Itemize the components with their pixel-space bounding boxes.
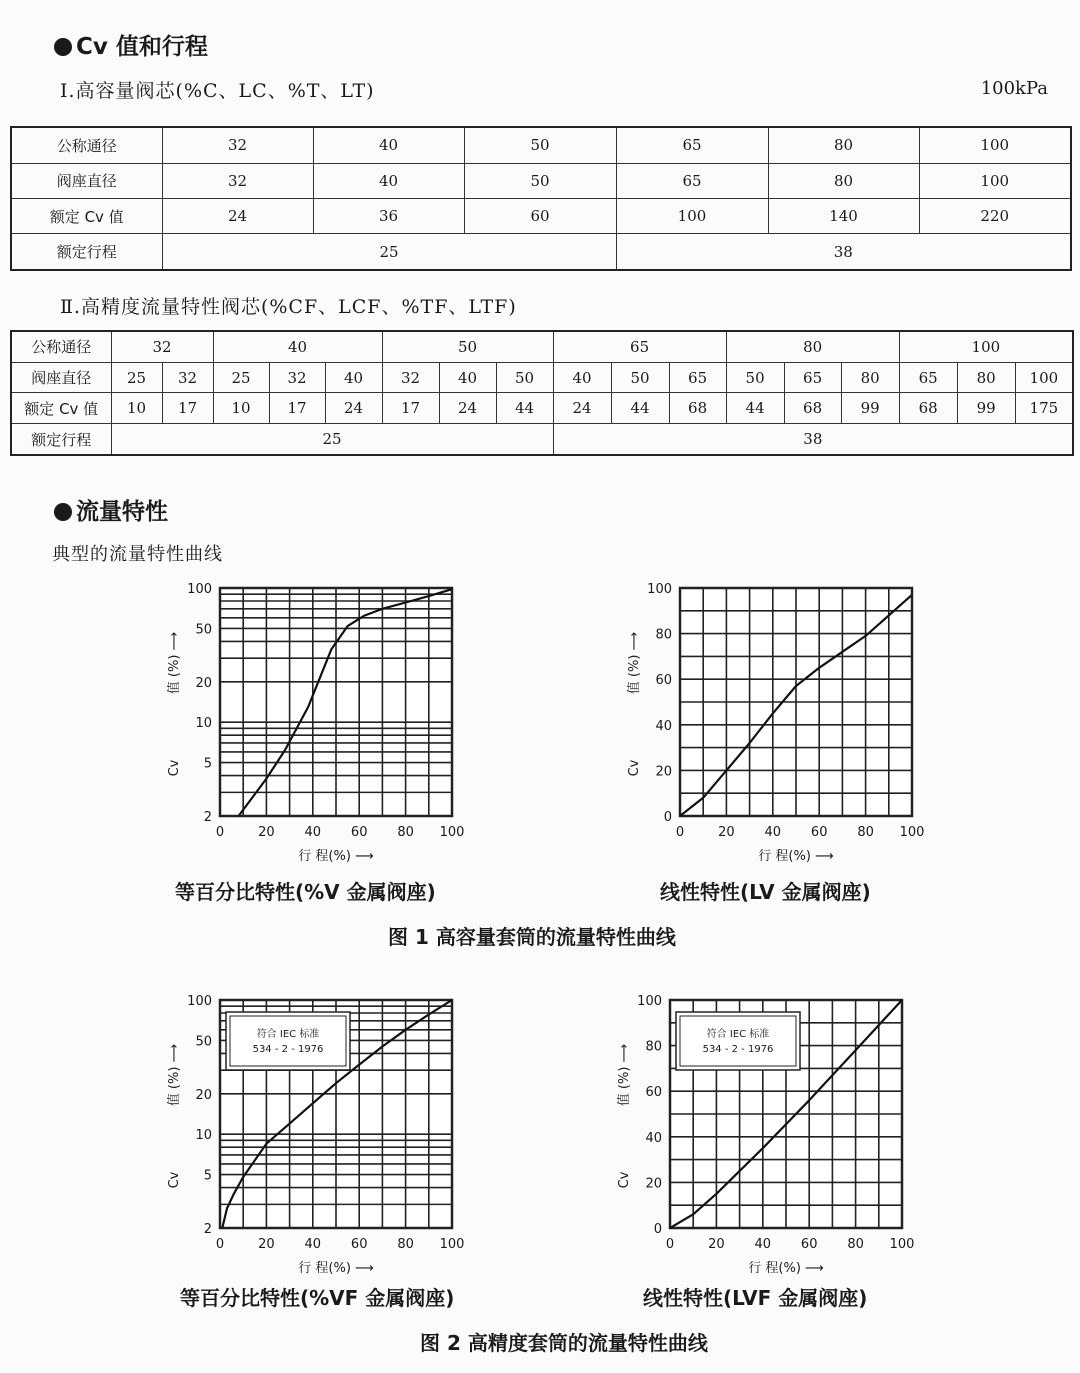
y-axis-label: 值 (%) ⟶ (167, 631, 182, 695)
table-cell: 80 (726, 331, 899, 362)
table-cell: 50 (464, 127, 616, 163)
note-text: 符合 IEC 标准 (706, 1029, 770, 1040)
x-tick-label: 100 (889, 1237, 915, 1252)
table-cell: 220 (919, 198, 1071, 233)
row-label: 公称通径 (11, 127, 162, 163)
table-cell: 40 (313, 163, 464, 198)
y-axis-label-cv: Cv (627, 759, 642, 777)
table-row (11, 198, 1071, 233)
table-cell: 99 (957, 393, 1015, 424)
table-cell: 40 (553, 362, 611, 393)
x-tick-label: 0 (215, 1237, 225, 1252)
y-tick-label: 100 (187, 994, 212, 1009)
table-row (11, 163, 1071, 198)
table1-title: Ⅰ.高容量阀芯(%C、LC、%T、LT) (60, 80, 375, 102)
row-label: 额定行程 (11, 424, 111, 455)
table-cell: 32 (269, 362, 325, 393)
table-cell: 44 (611, 393, 669, 424)
cv-section-heading: Cv 值和行程 (54, 28, 208, 61)
table-cell: 40 (325, 362, 382, 393)
table-cell: 80 (957, 362, 1015, 393)
x-tick-label: 100 (439, 825, 465, 840)
x-tick-label: 40 (304, 1237, 322, 1252)
table-cell: 80 (768, 127, 919, 163)
table-cell: 36 (313, 198, 464, 233)
table-cell: 17 (382, 393, 439, 424)
table-row (11, 362, 1073, 393)
x-tick-label: 0 (675, 825, 685, 840)
table-row (11, 331, 1073, 362)
y-tick-label: 10 (195, 716, 212, 732)
table-cell: 100 (616, 198, 768, 233)
table-cell: 24 (162, 198, 313, 233)
x-tick-label: 20 (718, 825, 735, 840)
table-cell: 50 (496, 362, 553, 393)
table-cell: 68 (784, 393, 841, 424)
y-tick-label: 40 (645, 1130, 662, 1146)
figure2-title: 图 2 高精度套筒的流量特性曲线 (420, 1331, 708, 1355)
y-axis-label: 值 (%) ⟶ (617, 1043, 632, 1107)
note-box-inner (680, 1016, 796, 1066)
table-cell: 38 (616, 234, 1071, 270)
y-tick-label: 20 (655, 764, 672, 780)
table-cell: 175 (1015, 393, 1073, 424)
x-tick-label: 20 (258, 825, 275, 840)
y-tick-label: 60 (655, 673, 672, 689)
x-tick-label: 80 (397, 1237, 414, 1252)
x-axis-label: 行 程(%) ⟶ (748, 1261, 824, 1276)
table-row (11, 127, 1071, 163)
y-tick-label: 100 (637, 994, 662, 1009)
row-label: 阀座直径 (11, 163, 162, 198)
chart-caption-3: 等百分比特性(%VF 金属阀座) (180, 1286, 455, 1310)
x-tick-label: 60 (800, 1237, 818, 1252)
table-cell: 32 (162, 127, 313, 163)
x-axis-label: 行 程(%) ⟶ (298, 849, 374, 864)
y-tick-label: 20 (195, 675, 212, 691)
table-cell: 24 (325, 393, 382, 424)
y-tick-label: 2 (203, 1222, 212, 1237)
y-tick-label: 50 (195, 1034, 212, 1050)
x-tick-label: 100 (899, 825, 925, 840)
y-tick-label: 80 (655, 627, 672, 643)
table-cell: 100 (1015, 362, 1073, 393)
pressure-label: 100kPa (980, 78, 1048, 99)
table-high-capacity (10, 126, 1072, 271)
table-cell: 65 (616, 127, 768, 163)
table2-title: Ⅱ.高精度流量特性阀芯(%CF、LCF、%TF、LTF) (60, 296, 517, 318)
flow-subheading: 典型的流量特性曲线 (52, 544, 223, 565)
note-text: 534 - 2 - 1976 (252, 1044, 324, 1055)
x-tick-label: 40 (754, 1237, 772, 1252)
y-tick-label: 40 (655, 718, 672, 734)
table-cell: 100 (899, 331, 1073, 362)
y-tick-label: 80 (645, 1039, 662, 1055)
row-label: 公称通径 (11, 331, 111, 362)
table-cell: 25 (111, 362, 162, 393)
chart-equal-percentage-vf (160, 990, 480, 1280)
chart-linear-lvf (610, 990, 930, 1280)
y-tick-label: 60 (645, 1085, 662, 1101)
table-cell: 10 (213, 393, 269, 424)
table-cell: 17 (162, 393, 213, 424)
table-cell: 24 (439, 393, 496, 424)
y-axis-label-cv: Cv (167, 759, 182, 777)
table-row (11, 424, 1073, 455)
table-cell: 32 (111, 331, 213, 362)
x-tick-label: 60 (350, 1237, 368, 1252)
table-cell: 99 (841, 393, 899, 424)
chart-caption-4: 线性特性(LVF 金属阀座) (643, 1286, 868, 1310)
bullet-icon (54, 38, 72, 56)
y-tick-label: 0 (653, 1222, 662, 1237)
x-axis-label: 行 程(%) ⟶ (758, 849, 834, 864)
table-cell: 40 (439, 362, 496, 393)
x-tick-label: 80 (857, 825, 874, 840)
x-tick-label: 20 (708, 1237, 725, 1252)
table-cell: 68 (669, 393, 726, 424)
x-tick-label: 100 (439, 1237, 465, 1252)
table-cell: 100 (919, 163, 1071, 198)
x-tick-label: 60 (810, 825, 828, 840)
bullet-icon (54, 503, 72, 521)
row-label: 额定行程 (11, 234, 162, 270)
table-cell: 68 (899, 393, 957, 424)
table-cell: 40 (213, 331, 382, 362)
table-cell: 32 (162, 163, 313, 198)
table-cell: 32 (162, 362, 213, 393)
y-tick-label: 10 (195, 1128, 212, 1144)
y-axis-label: 值 (%) ⟶ (627, 631, 642, 695)
table-cell: 80 (841, 362, 899, 393)
x-tick-label: 20 (258, 1237, 275, 1252)
y-tick-label: 2 (203, 810, 212, 825)
y-tick-label: 5 (203, 1168, 212, 1184)
y-tick-label: 100 (647, 582, 672, 597)
chart-linear-lv (620, 578, 940, 868)
y-tick-label: 5 (203, 756, 212, 772)
table-cell: 25 (162, 234, 616, 270)
table-cell: 50 (726, 362, 784, 393)
x-tick-label: 40 (304, 825, 322, 840)
table-cell: 17 (269, 393, 325, 424)
note-text: 符合 IEC 标准 (256, 1029, 320, 1040)
table-cell: 32 (382, 362, 439, 393)
table-cell: 10 (111, 393, 162, 424)
x-tick-label: 40 (764, 825, 782, 840)
table-high-precision (10, 330, 1074, 456)
y-tick-label: 100 (187, 582, 212, 597)
chart-caption-2: 线性特性(LV 金属阀座) (660, 880, 871, 904)
y-tick-label: 50 (195, 622, 212, 638)
table-cell: 65 (669, 362, 726, 393)
flow-section-heading: 流量特性 (54, 493, 168, 526)
table-cell: 100 (919, 127, 1071, 163)
table-cell: 60 (464, 198, 616, 233)
table-cell: 40 (313, 127, 464, 163)
table-row (11, 393, 1073, 424)
x-tick-label: 80 (397, 825, 414, 840)
table-cell: 65 (899, 362, 957, 393)
chart-caption-1: 等百分比特性(%V 金属阀座) (175, 880, 436, 904)
note-box-inner (230, 1016, 346, 1066)
y-axis-label-cv: Cv (167, 1171, 182, 1189)
x-tick-label: 0 (665, 1237, 675, 1252)
x-tick-label: 0 (215, 825, 225, 840)
table-cell: 44 (726, 393, 784, 424)
table-cell: 38 (553, 424, 1073, 455)
x-tick-label: 80 (847, 1237, 864, 1252)
table-cell: 44 (496, 393, 553, 424)
row-label: 阀座直径 (11, 362, 111, 393)
table-cell: 65 (553, 331, 726, 362)
row-label: 额定 Cv 值 (11, 393, 111, 424)
table-row (11, 234, 1071, 270)
y-axis-label-cv: Cv (617, 1171, 632, 1189)
table-cell: 140 (768, 198, 919, 233)
table-cell: 65 (616, 163, 768, 198)
table-cell: 50 (382, 331, 553, 362)
chart-equal-percentage-v (160, 578, 480, 868)
table-cell: 25 (111, 424, 553, 455)
y-tick-label: 0 (663, 810, 672, 825)
table-cell: 50 (464, 163, 616, 198)
x-tick-label: 60 (350, 825, 368, 840)
table-cell: 50 (611, 362, 669, 393)
table-cell: 65 (784, 362, 841, 393)
y-axis-label: 值 (%) ⟶ (167, 1043, 182, 1107)
row-label: 额定 Cv 值 (11, 198, 162, 233)
note-text: 534 - 2 - 1976 (702, 1044, 774, 1055)
y-tick-label: 20 (645, 1176, 662, 1192)
figure1-title: 图 1 高容量套筒的流量特性曲线 (388, 925, 676, 949)
x-axis-label: 行 程(%) ⟶ (298, 1261, 374, 1276)
y-tick-label: 20 (195, 1087, 212, 1103)
table-cell: 25 (213, 362, 269, 393)
table-cell: 80 (768, 163, 919, 198)
table-cell: 24 (553, 393, 611, 424)
